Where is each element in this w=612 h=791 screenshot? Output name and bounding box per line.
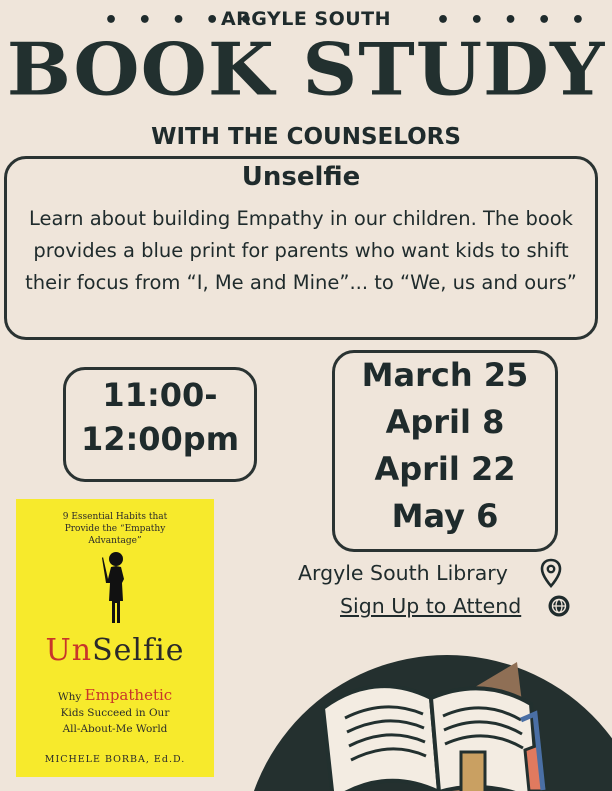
cover-title: [16, 633, 214, 668]
cover-author: MICHELE BORBA, Ed.D.: [44, 754, 186, 765]
cover-subtitle-why: Why: [57, 691, 85, 703]
location-label: Argyle South Library: [298, 561, 508, 585]
globe-icon: [548, 595, 570, 617]
signup-link[interactable]: Sign Up to Attend: [340, 594, 522, 618]
open-book-illustration: [225, 640, 612, 791]
page-title: BOOK STUDY: [6, 27, 606, 112]
date-item: March 25: [361, 356, 529, 394]
book-description: Learn about building Empathy in our children. The book provides a blue print for parents who want kids to shift their focus from “I, Me and Mine”... to “We, us and ours”: [25, 207, 577, 294]
map-pin-icon: [539, 558, 563, 588]
time-end: 12:00pm: [80, 420, 240, 458]
date-item: May 6: [391, 497, 499, 535]
book-cover-image: [16, 499, 214, 777]
decorative-dots-left: • • • • •: [104, 8, 259, 33]
cover-subtitle-emph: Empathetic: [84, 686, 173, 704]
child-silhouette-icon: [102, 549, 130, 625]
decorative-dots-right: • • • • •: [436, 8, 591, 33]
time-start: 11:00-: [102, 376, 218, 414]
cover-subtitle-rest: Kids Succeed in Our All-About-Me World: [60, 707, 170, 735]
school-name: ARGYLE SOUTH: [220, 8, 392, 30]
cover-subtitle: [16, 687, 214, 737]
date-item: April 22: [374, 450, 516, 488]
cover-title-un: Un: [45, 633, 93, 668]
session-time: [63, 373, 257, 461]
cover-title-selfie: Selfie: [92, 633, 185, 668]
book-title: Unselfie: [241, 162, 361, 192]
page-subtitle: WITH THE COUNSELORS: [151, 124, 461, 150]
cover-tagline: 9 Essential Habits that Provide the “Empathy Advantage”: [62, 512, 168, 546]
date-item: April 8: [385, 403, 505, 441]
